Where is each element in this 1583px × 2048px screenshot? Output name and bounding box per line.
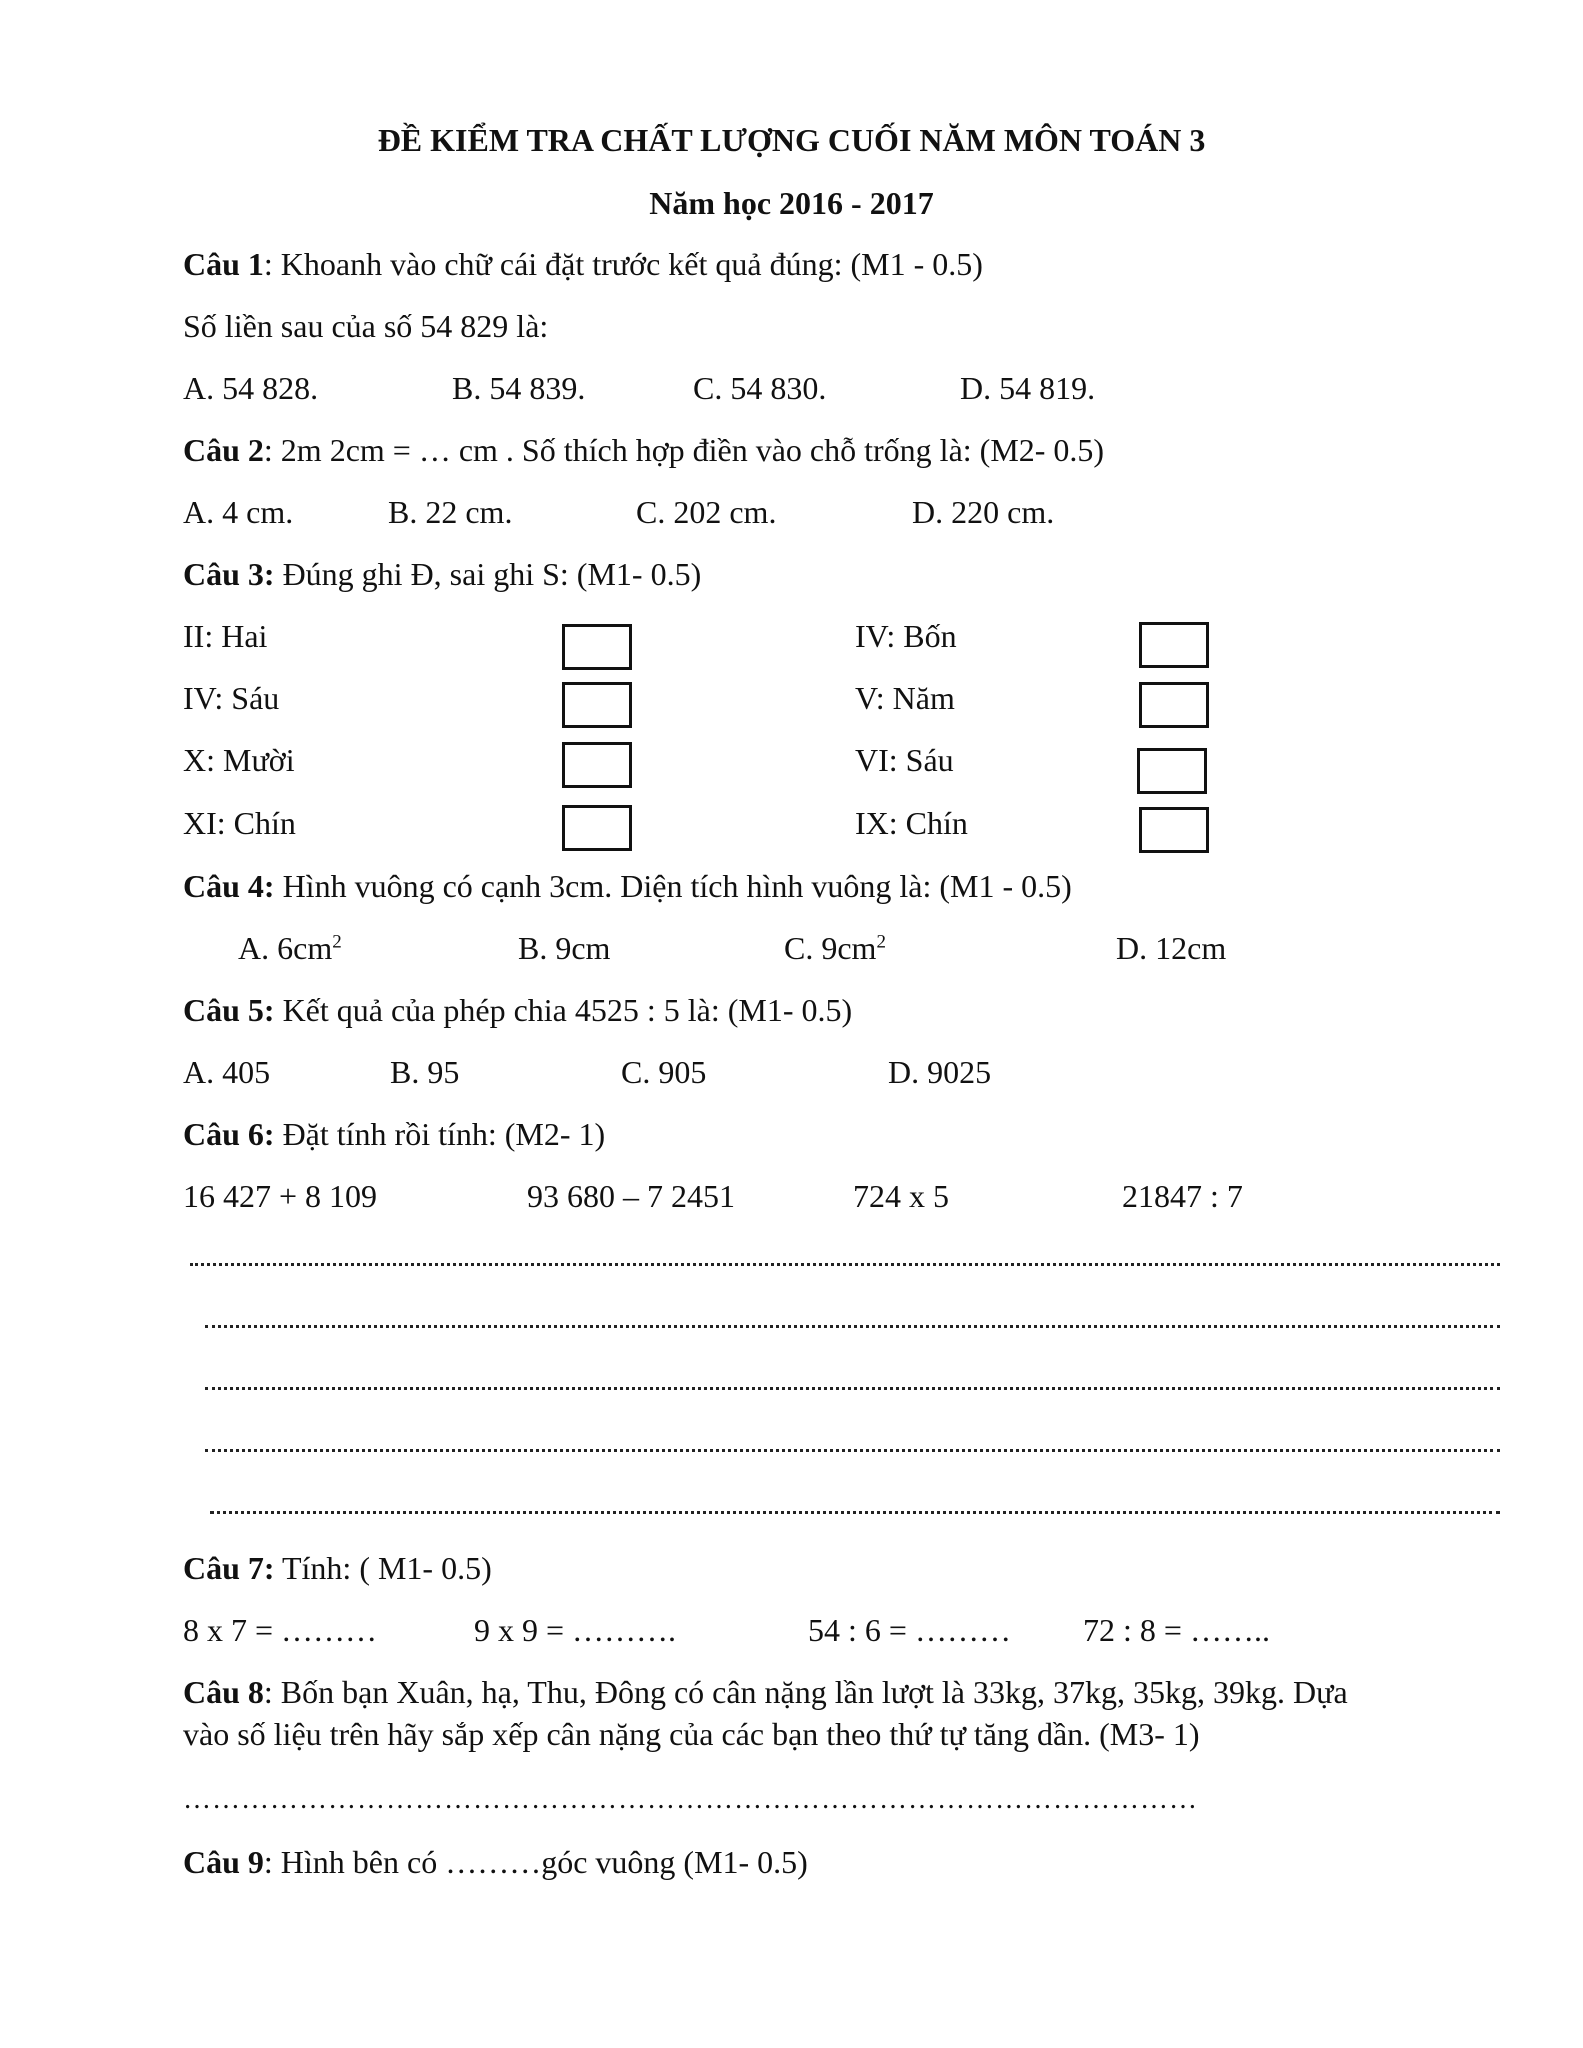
- q4-option-c: [784, 928, 886, 968]
- answer-line[interactable]: ……………………………………………………………………………………………: [183, 1784, 1198, 1815]
- q3-item-right-1: IV: Bốn: [855, 618, 957, 654]
- question-text: : 2m 2cm = … cm . Số thích hợp điền vào chỗ trống là: (M2- 0.5): [263, 432, 1105, 468]
- q5-option-b: B. 95: [390, 1054, 460, 1090]
- question-8: [183, 1672, 1348, 1712]
- q5-option-d: D. 9025: [888, 1054, 992, 1090]
- answer-box[interactable]: [562, 742, 632, 788]
- question-text: Hình vuông có cạnh 3cm. Diện tích hình vuông là: (M1 - 0.5): [274, 868, 1072, 904]
- question-label: Câu 6:: [183, 1116, 275, 1152]
- q7-expression-3: 54 : 6 = ………: [808, 1612, 1011, 1648]
- q3-item-right-2: V: Năm: [855, 680, 955, 716]
- q2-option-c: C. 202 cm.: [636, 494, 777, 530]
- question-text: : Khoanh vào chữ cái đặt trước kết quả đúng: (M1 - 0.5): [263, 246, 983, 282]
- answer-dotted-line[interactable]: [190, 1254, 1500, 1268]
- q4-option-a: [238, 928, 342, 968]
- question-5: [183, 990, 852, 1030]
- q3-item-left-2: IV: Sáu: [183, 680, 280, 716]
- q4-option-b: B. 9cm: [518, 930, 611, 966]
- q6-expression-1: 16 427 + 8 109: [183, 1178, 378, 1214]
- q2-option-a: A. 4 cm.: [183, 494, 294, 530]
- answer-box[interactable]: [1139, 682, 1209, 728]
- q3-item-right-3: VI: Sáu: [855, 742, 954, 778]
- answer-dotted-line[interactable]: [210, 1502, 1500, 1516]
- question-4: [183, 866, 1072, 906]
- answer-box[interactable]: [1139, 622, 1209, 668]
- option-text: C. 9cm: [784, 930, 877, 966]
- answer-dotted-line[interactable]: [205, 1440, 1500, 1454]
- question-text: Đúng ghi Đ, sai ghi S: (M1- 0.5): [274, 556, 702, 592]
- q1-option-c: C. 54 830.: [693, 370, 827, 406]
- q2-option-b: B. 22 cm.: [388, 494, 513, 530]
- answer-dotted-line[interactable]: [205, 1316, 1500, 1330]
- q5-option-a: A. 405: [183, 1054, 271, 1090]
- q7-expression-2: 9 x 9 = ……….: [474, 1612, 677, 1648]
- question-2: [183, 430, 1104, 470]
- option-text: A. 6cm: [238, 930, 333, 966]
- question-label: Câu 8: [183, 1674, 264, 1710]
- question-1: [183, 244, 983, 284]
- superscript: 2: [876, 931, 886, 953]
- question-6: [183, 1114, 605, 1154]
- question-label: Câu 7:: [183, 1550, 275, 1586]
- answer-box[interactable]: [562, 624, 632, 670]
- q2-option-d: D. 220 cm.: [912, 494, 1055, 530]
- q1-option-d: D. 54 819.: [960, 370, 1096, 406]
- answer-box[interactable]: [1139, 807, 1209, 853]
- q3-item-right-4: IX: Chín: [855, 805, 968, 841]
- q4-option-d: D. 12cm: [1116, 930, 1227, 966]
- q3-item-left-1: II: Hai: [183, 618, 268, 654]
- answer-box[interactable]: [562, 805, 632, 851]
- question-7: [183, 1548, 492, 1588]
- superscript: 2: [332, 931, 342, 953]
- q3-item-left-3: X: Mười: [183, 742, 295, 778]
- question-text: Đặt tính rồi tính: (M2- 1): [274, 1116, 606, 1152]
- q5-option-c: C. 905: [621, 1054, 707, 1090]
- question-label: Câu 2: [183, 432, 264, 468]
- q6-expression-4: 21847 : 7: [1122, 1178, 1243, 1214]
- q7-expression-1: 8 x 7 = ………: [183, 1612, 378, 1648]
- question-label: Câu 9: [183, 1844, 264, 1880]
- question-8-continued: vào số liệu trên hãy sắp xếp cân nặng của các bạn theo thứ tự tăng dần. (M3- 1): [183, 1716, 1200, 1752]
- answer-box[interactable]: [562, 682, 632, 728]
- question-text: Tính: ( M1- 0.5): [274, 1550, 492, 1586]
- question-label: Câu 5:: [183, 992, 275, 1028]
- question-text: : Hình bên có ………góc vuông (M1- 0.5): [263, 1844, 808, 1880]
- question-label: Câu 3:: [183, 556, 275, 592]
- exam-title: ĐỀ KIỂM TRA CHẤT LƯỢNG CUỐI NĂM MÔN TOÁN 3: [377, 122, 1206, 158]
- q6-expression-2: 93 680 – 7 2451: [527, 1178, 735, 1214]
- school-year: Năm học 2016 - 2017: [649, 185, 934, 221]
- question-label: Câu 4:: [183, 868, 275, 904]
- question-9: [183, 1842, 808, 1882]
- q1-option-a: A. 54 828.: [183, 370, 319, 406]
- q7-expression-4: 72 : 8 = ……..: [1083, 1612, 1270, 1648]
- question-label: Câu 1: [183, 246, 264, 282]
- question-1-prompt: Số liền sau của số 54 829 là:: [183, 308, 549, 344]
- answer-dotted-line[interactable]: [205, 1378, 1500, 1392]
- q6-expression-3: 724 x 5: [853, 1178, 949, 1214]
- question-text: Kết quả của phép chia 4525 : 5 là: (M1- 0.5): [274, 992, 853, 1028]
- q3-item-left-4: XI: Chín: [183, 805, 296, 841]
- question-text: : Bốn bạn Xuân, hạ, Thu, Đông có cân nặng lần lượt là 33kg, 37kg, 35kg, 39kg. Dựa: [263, 1674, 1348, 1710]
- question-3: [183, 554, 701, 594]
- q1-option-b: B. 54 839.: [452, 370, 586, 406]
- answer-box[interactable]: [1137, 748, 1207, 794]
